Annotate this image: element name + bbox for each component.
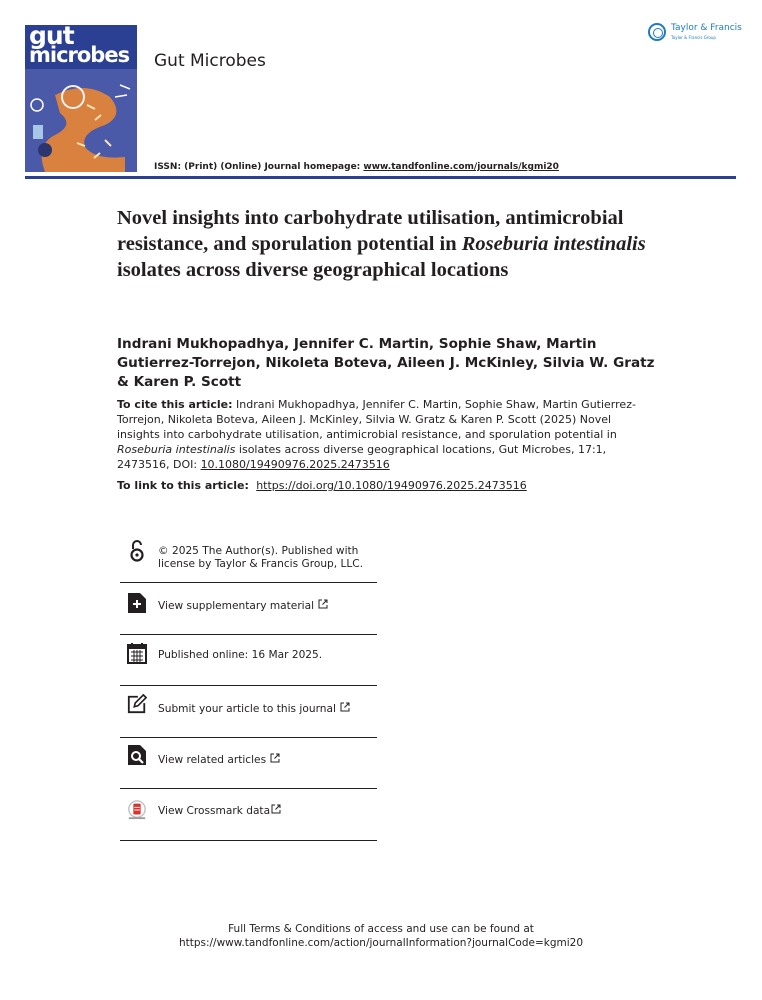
cover-logo-line1: gut — [29, 25, 74, 50]
article-doi-link[interactable]: https://doi.org/10.1080/19490976.2025.2473516 — [256, 479, 527, 492]
license-row — [120, 540, 377, 580]
submit-row[interactable] — [120, 693, 377, 733]
citation-text-1: Indrani Mukhopadhya, Jennifer C. Martin, Sophie Shaw, Martin Gutierrez-Torrejon, Nikoleta Boteva, Aileen J. McKinley, Silvia W. Gratz & Karen P. Scott (2025) Novel insights into carbohydrate utilisation, antimicrobial resistance, and sporulation potential in — [117, 398, 636, 441]
publisher-logo-name: Taylor & Francis — [671, 23, 742, 33]
footer-terms-url[interactable]: https://www.tandfonline.com/action/journalInformation?journalCode=kgmi20 — [178, 937, 584, 949]
info-divider — [120, 582, 377, 583]
footer-terms — [0, 922, 762, 950]
related-link[interactable] — [158, 753, 373, 767]
submit-link[interactable] — [158, 702, 373, 716]
calendar-icon — [127, 642, 147, 664]
related-row[interactable] — [120, 744, 377, 784]
journal-name: Gut Microbes — [154, 51, 266, 71]
crossmark-icon — [127, 799, 147, 821]
citation-doi-link[interactable]: 10.1080/19490976.2025.2473516 — [200, 458, 390, 471]
crossmark-label: View Crossmark data — [158, 805, 271, 817]
supplementary-link[interactable] — [158, 599, 373, 613]
article-title-part2: isolates across diverse geographical locations — [117, 259, 509, 281]
article-title-species: Roseburia intestinalis — [461, 233, 646, 255]
header-divider — [25, 176, 736, 179]
issn-label: ISSN: (Print) (Online) Journal homepage: — [154, 162, 364, 172]
crossmark-link[interactable] — [158, 804, 373, 818]
open-access-icon — [127, 540, 147, 562]
journal-cover-image — [25, 25, 137, 172]
external-link-icon — [270, 753, 280, 763]
citation-label: To cite this article: — [117, 398, 233, 411]
published-row — [120, 642, 377, 682]
related-label: View related articles — [158, 754, 267, 766]
article-link-label: To link to this article: — [117, 479, 253, 492]
published-date: Published online: 16 Mar 2025. — [158, 649, 323, 661]
cover-logo-line2: microbes — [29, 43, 130, 67]
citation-species: Roseburia intestinalis — [117, 443, 236, 456]
publisher-logo[interactable] — [648, 22, 743, 46]
info-divider — [120, 788, 377, 789]
journal-homepage-link[interactable]: www.tandfonline.com/journals/kgmi20 — [363, 162, 559, 172]
cover-illustration — [25, 25, 137, 172]
article-authors: Indrani Mukhopadhya, Jennifer C. Martin, Sophie Shaw, Martin Gutierrez-Torrejon, Nikoleta Boteva, Aileen J. McKinley, Silvia W. Gratz & Karen P. Scott — [117, 336, 655, 390]
info-divider — [120, 840, 377, 841]
crossmark-row[interactable] — [120, 797, 377, 837]
info-divider — [120, 634, 377, 635]
article-title-part1: Novel insights into carbohydrate utilisation, antimicrobial resistance, and sporulation potential in — [117, 207, 624, 255]
edit-icon — [127, 693, 147, 715]
external-link-icon — [318, 599, 328, 609]
issn-line — [154, 162, 559, 172]
supplementary-label: View supplementary material — [158, 600, 315, 612]
footer-line1: Full Terms & Conditions of access and use can be found at — [228, 923, 534, 935]
article-link-line — [117, 479, 527, 492]
article-title — [117, 205, 677, 283]
citation-text-2: isolates across diverse geographical locations, Gut Microbes, 17:1, 2473516, DOI: — [117, 443, 607, 471]
document-plus-icon — [127, 592, 147, 614]
publisher-logo-tagline: Taylor & Francis Group — [671, 35, 716, 40]
external-link-icon — [271, 804, 281, 814]
search-document-icon — [127, 744, 147, 766]
license-text: © 2025 The Author(s). Published with license by Taylor & Francis Group, LLC. — [158, 545, 364, 570]
publisher-logo-icon — [648, 23, 666, 41]
info-divider — [120, 737, 377, 738]
submit-label: Submit your article to this journal — [158, 703, 336, 715]
external-link-icon — [340, 702, 350, 712]
info-divider — [120, 685, 377, 686]
citation — [117, 397, 637, 472]
supplementary-row[interactable] — [120, 590, 377, 630]
